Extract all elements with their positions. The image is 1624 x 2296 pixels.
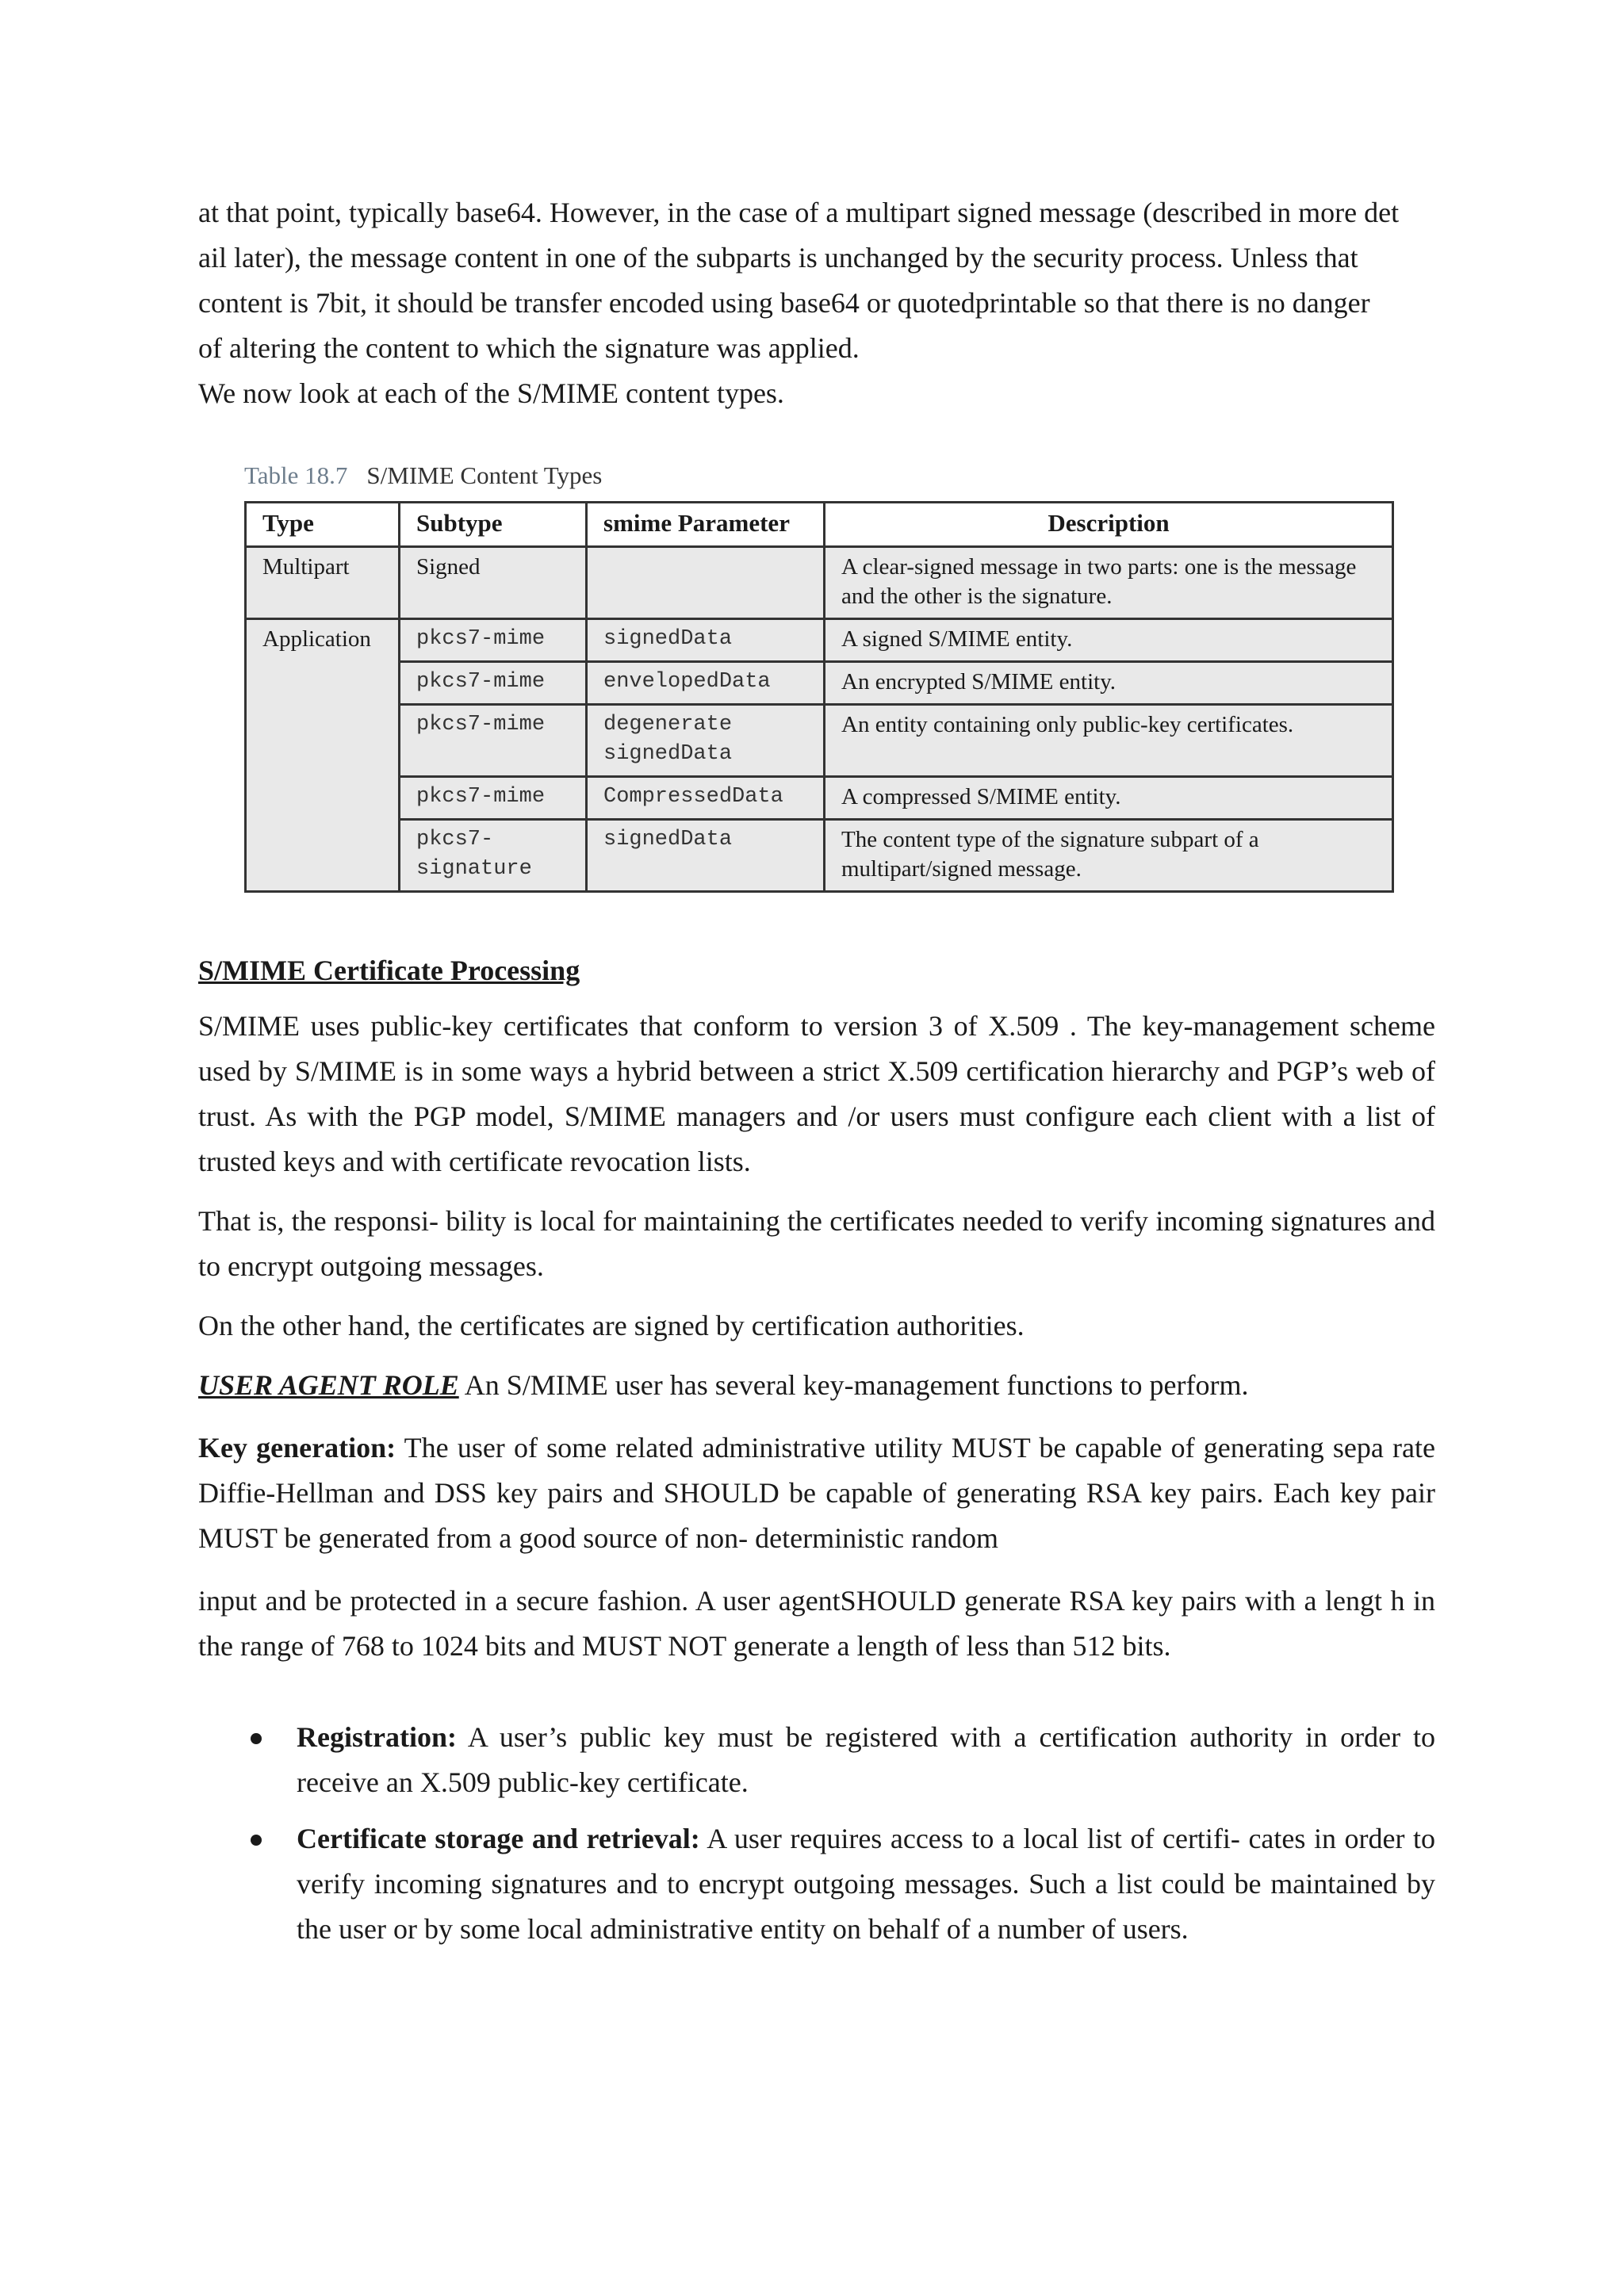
cell-param: CompressedData [587,777,825,820]
cell-description: A clear-signed message in two parts: one is the message and the other is the signature. [825,547,1393,619]
cell-param: signedData [587,820,825,892]
intro-line-4: of altering the content to which the signature was applied. [198,332,860,364]
table-row [246,705,1393,777]
list-item [297,1715,1435,1805]
table-caption-number: Table 18.7 [244,461,348,489]
cell-type: Multipart [246,547,400,619]
table-row [246,777,1393,820]
section-paragraph-2: That is, the responsi- bility is local for maintaining the certificates needed to verify incoming signatures and to encrypt outgoing messages. [198,1205,1435,1282]
bullet-icon [251,1835,262,1846]
header-smime-parameter: smime Parameter [587,503,825,547]
cell-subtype: pkcs7-mime [400,619,587,662]
table-row [246,662,1393,705]
intro-line-5: We now look at each of the S/MIME content types. [198,377,784,409]
table-caption-title: S/MIME Content Types [366,461,603,489]
header-type: Type [246,503,400,547]
user-agent-role-label: USER AGENT ROLE [198,1369,459,1401]
user-agent-role-paragraph [198,1363,1435,1408]
content-types-table-block [244,460,1394,893]
section-paragraph-3: On the other hand, the certificates are signed by certification authorities. [198,1310,1025,1341]
cell-subtype: pkcs7-signature [400,820,587,892]
cell-subtype: Signed [400,547,587,619]
list-item-text: A user requires access to a local list of certifi- cates in order to verify incoming signatures and to encrypt outgoing messages. Such a list could be maintained by the user or by some local administrative entity on behalf of a number of users. [297,1823,1435,1945]
intro-block [198,190,1435,416]
table-caption [244,460,1394,492]
cell-description: An encrypted S/MIME entity. [825,662,1393,705]
cell-param: signedData [587,619,825,662]
list-item-label: Certificate storage and retrieval: [297,1823,700,1854]
content-types-table [244,501,1394,893]
intro-line-1: at that point, typically base64. However, in the case of a multipart signed message (described in more det [198,197,1400,228]
key-generation-continuation: input and be protected in a secure fashion. A user agentSHOULD generate RSA key pairs with a lengt h in the range of 768 to 1024 bits and MUST NOT generate a length of less than 512 bits. [198,1585,1435,1662]
list-item-label: Registration: [297,1721,457,1753]
section-title: S/MIME Certificate Processing [198,955,580,986]
cell-type: Application [246,619,400,892]
list-item [297,1816,1435,1952]
cell-subtype: pkcs7-mime [400,777,587,820]
cell-param: envelopedData [587,662,825,705]
cell-description: A compressed S/MIME entity. [825,777,1393,820]
cell-param: degenerate signedData [587,705,825,777]
header-description: Description [825,503,1393,547]
intro-line-2: ail later), the message content in one of the subparts is unchanged by the security process. Unless that [198,242,1358,274]
table-row [246,547,1393,619]
cell-description: A signed S/MIME entity. [825,619,1393,662]
cell-subtype: pkcs7-mime [400,662,587,705]
key-generation-label: Key generation: [198,1432,396,1464]
intro-line-3: content is 7bit, it should be transfer encoded using base64 or quotedprintable so that there is no danger [198,287,1370,319]
key-management-list [198,1715,1435,1952]
cell-subtype: pkcs7-mime [400,705,587,777]
section-paragraph-1: S/MIME uses public-key certificates that conform to version 3 of X.509 . The key-management scheme used by S/MIME is in some ways a hybrid between a strict X.509 certification hierarchy and PGP’s web of trust. As with the PGP model, S/MIME managers and /or users must configure each client with a list of trusted keys and with certificate revocation lists. [198,1010,1435,1177]
cell-param [587,547,825,619]
cell-description: An entity containing only public-key certificates. [825,705,1393,777]
certificate-processing-section [198,951,1435,1963]
table-row [246,820,1393,892]
cell-description: The content type of the signature subpart of a multipart/signed message. [825,820,1393,892]
key-generation-paragraph [198,1425,1435,1561]
bullet-icon [251,1733,262,1744]
table-row [246,619,1393,662]
list-item-text: A user’s public key must be registered with a certification authority in order to receive an X.509 public-key certificate. [297,1721,1435,1798]
table-header-row [246,503,1393,547]
user-agent-role-text: An S/MIME user has several key-management functions to perform. [458,1369,1249,1401]
key-generation-text: The user of some related administrative utility MUST be capable of generating sepa rate Diffie-Hellman and DSS key pairs and SHOULD be capable of generating RSA key pairs. Each key pair MUST be generated from a good source of non- deterministic random [198,1432,1435,1554]
header-subtype: Subtype [400,503,587,547]
